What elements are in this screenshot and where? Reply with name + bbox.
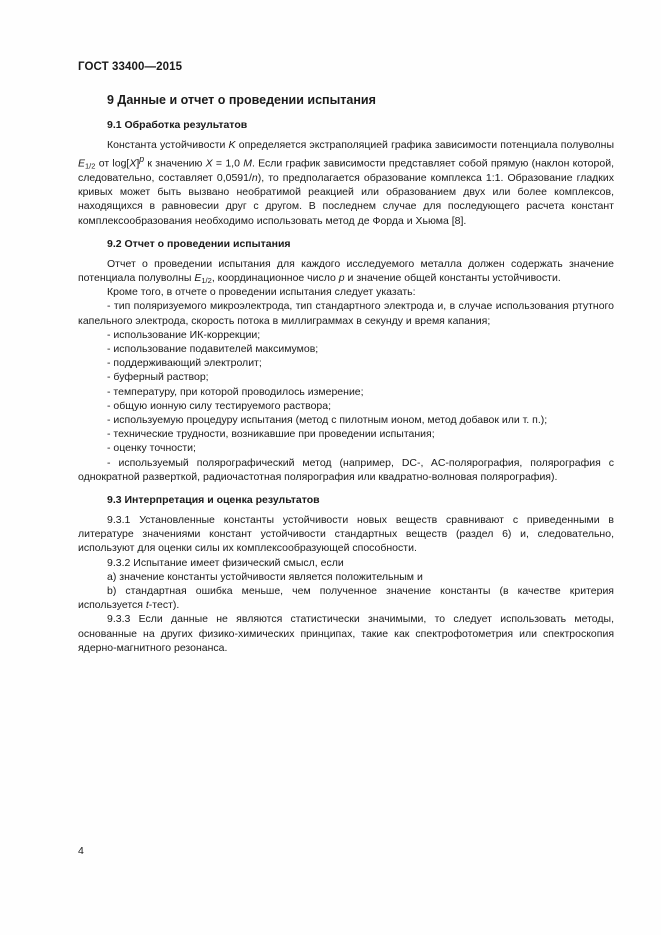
document-body — [78, 92, 614, 655]
list-item: - общую ионную силу тестируемого раствора; — [78, 399, 614, 413]
paragraph-9-3-1: 9.3.1 Установленные константы устойчивости новых веществ сравнивают с приведенными в литературе значениями констант устойчивости стандартных веществ (раздел 6) и, следовательно, используют для оценки силы их комплексообразующей способности. — [78, 513, 614, 555]
document-code: ГОСТ 33400—2015 — [78, 61, 183, 73]
paragraph-9-3-2-b: b) стандартная ошибка меньше, чем полученное значение константы (в качестве критерия используется t-тест). — [78, 584, 614, 612]
section-title: 9 Данные и отчет о проведении испытания — [107, 93, 376, 107]
paragraph-9-2-2: Кроме того, в отчете о проведении испытания следует указать: — [107, 286, 416, 299]
paragraph-9-1: Константа устойчивости K определяется экстраполяцией графика зависимости потенциала полуволны $E_{1/2}$ от $\log[X]^p$ к значению X = 1,0 M. Если график зависимости представляет собой прямую (наклон которой, следовательно, составляет 0,0591/n), то предполагается образование комплекса 1:1. Образование гладких кривых может быть вызвано необратимой реакцией или образованием двух или более комплексов, находящихся в равновесии друг с другом. В последнем случае для последующего расчета констант комплексообразования необходимо использовать метод де Форда и Хьюма [8]. — [78, 139, 614, 227]
list-item: - поддерживающий электролит; — [78, 356, 614, 370]
subsection-title-9-1: 9.1 Обработка результатов — [107, 119, 248, 131]
page-number: 4 — [78, 845, 84, 857]
list-item: - технические трудности, возникавшие при проведении испытания; — [78, 427, 614, 441]
report-items-list — [78, 299, 614, 484]
list-item: - буферный раствор; — [78, 370, 614, 384]
subsection-title-9-3: 9.3 Интерпретация и оценка результатов — [107, 493, 320, 506]
paragraph-9-3-2: 9.3.2 Испытание имеет физический смысл, если — [107, 556, 344, 569]
paragraph-9-3-3: 9.3.3 Если данные не являются статистически значимыми, то следует использовать методы, основанные на других физико-химических принципах, такие как спектрофотометрия или спектроскопия ядерно-магнитного резонанса. — [78, 613, 614, 654]
subsection-title-9-2: 9.2 Отчет о проведении испытания — [107, 237, 291, 250]
list-item: - использование подавителей максимумов; — [78, 342, 614, 356]
list-item: - тип поляризуемого микроэлектрода, тип стандартного электрода и, в случае использования ртутного капельного электрода, скорость потока в миллиграммах в секунду и время капания; — [78, 299, 614, 327]
paragraph-9-2-1: Отчет о проведении испытания для каждого исследуемого металла должен содержать значение потенциала полуволны $E_{1/2}$, координационное число p и значение общей константы устойчивости. — [78, 257, 614, 285]
list-item: - используемый полярографический метод (например, DC-, AC-полярография, полярография с однократной разверткой, радиочастотная полярография или квадратно-волновая полярография). — [78, 456, 614, 484]
list-item: - оценку точности; — [78, 441, 614, 455]
list-item: - использование ИК-коррекции; — [78, 328, 614, 342]
list-item: - используемую процедуру испытания (метод с пилотным ионом, метод добавок или т. п.); — [78, 413, 614, 427]
list-item: - температуру, при которой проводилось измерение; — [78, 385, 614, 399]
paragraph-9-3-2-a: a) значение константы устойчивости является положительным и — [107, 570, 423, 583]
